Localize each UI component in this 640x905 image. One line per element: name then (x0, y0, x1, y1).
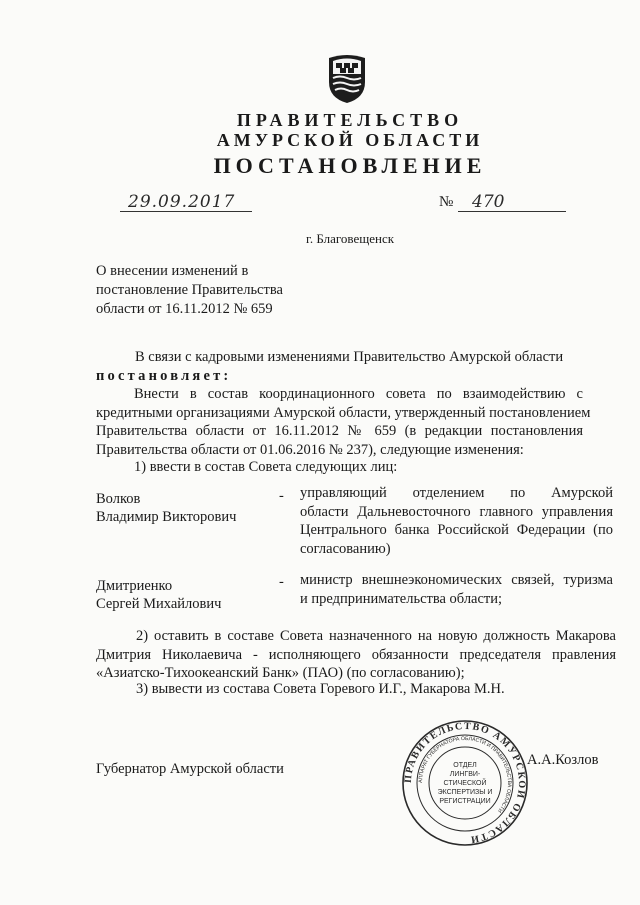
coat-of-arms-icon (325, 52, 369, 104)
position-line: министр внешнеэкономических связей, туризма (300, 572, 613, 588)
item-3: 3) вывести из состава Совета Горевого И.Г., Макарова М.Н. (136, 681, 505, 697)
position-line: согласованию) (300, 540, 391, 557)
member-position (300, 484, 613, 558)
stamp-center-line: ЭКСПЕРТИЗЫ И (437, 789, 493, 796)
stamp-center-line: РЕГИСТРАЦИИ (439, 798, 491, 805)
region-title: АМУРСКОЙ ОБЛАСТИ (216, 130, 484, 150)
intro-line: В связи с кадровыми изменениями Правительство Амурской области (135, 349, 564, 365)
document-number: 470 (458, 192, 566, 212)
member-name: Сергей Михайлович (96, 596, 222, 612)
item-2 (96, 627, 616, 683)
item-main (96, 385, 591, 459)
document-date: 29.09.2017 (120, 192, 252, 212)
signatory-name: А.А.Козлов (527, 752, 599, 768)
body-line: Дмитрия Николаевича - исполняющего обязанности председателя правления (96, 646, 616, 663)
body-line: 2) оставить в составе Совета назначенного на новую должность Макарова (136, 628, 616, 644)
document-type: ПОСТАНОВЛЕНИЕ (213, 153, 487, 178)
subject-line: О внесении изменений в (96, 263, 249, 279)
member-name: Владимир Викторович (96, 509, 237, 525)
subject-line: постановление Правительства (96, 282, 283, 298)
member-dash: - (279, 574, 284, 590)
position-line: и предпринимательства области; (300, 590, 503, 607)
member-surname: Дмитриенко (96, 578, 173, 594)
stamp-center-line: ЛИНГВИ- (449, 771, 481, 778)
subject-line: области от 16.11.2012 № 659 (96, 301, 273, 317)
number-label: № (439, 194, 454, 210)
member-surname: Волков (96, 491, 141, 507)
stamp-ring-text: ПРАВИТЕЛЬСТВО АМУРСКОЙ ОБЛАСТИ (402, 720, 528, 845)
member-position (300, 571, 613, 608)
position-line: управляющий отделением по Амурской (300, 485, 613, 501)
stamp-center-line: СТИЧЕСКОЙ (443, 780, 487, 787)
position-line: Центрального банка Российской Федерации (по (300, 522, 613, 538)
government-title: ПРАВИТЕЛЬСТВО (236, 110, 464, 130)
stamp-inner-ring-text: АППАРАТ ГУБЕРНАТОРА ОБЛАСТИ И ПРАВИТЕЛЬСТВА ОБЛАСТИ (417, 735, 513, 814)
city: г. Благовещенск (305, 231, 395, 246)
document-subject (96, 262, 283, 319)
item-1: 1) ввести в состав Совета следующих лиц: (134, 459, 398, 475)
decree-word: постановляет: (96, 368, 232, 384)
member-dash: - (279, 488, 284, 504)
official-stamp-icon (400, 718, 530, 848)
position-line: области Дальневосточного главного управления (300, 503, 613, 520)
body-line: «Азиатско-Тихоокеанский Банк» (ПАО) (по согласованию); (96, 665, 465, 681)
body-line: Правительства области от 01.06.2016 № 237), следующие изменения: (96, 441, 524, 458)
body-line: Правительства области от 16.11.2012 № 659 (в редакции постановления (96, 423, 583, 439)
stamp-center-line: ОТДЕЛ (453, 762, 477, 769)
signatory-title: Губернатор Амурской области (96, 761, 284, 777)
body-line: кредитными организациями Амурской области, утвержденный постановлением (96, 404, 591, 421)
body-line: Внести в состав координационного совета по взаимодействию с (134, 386, 583, 402)
